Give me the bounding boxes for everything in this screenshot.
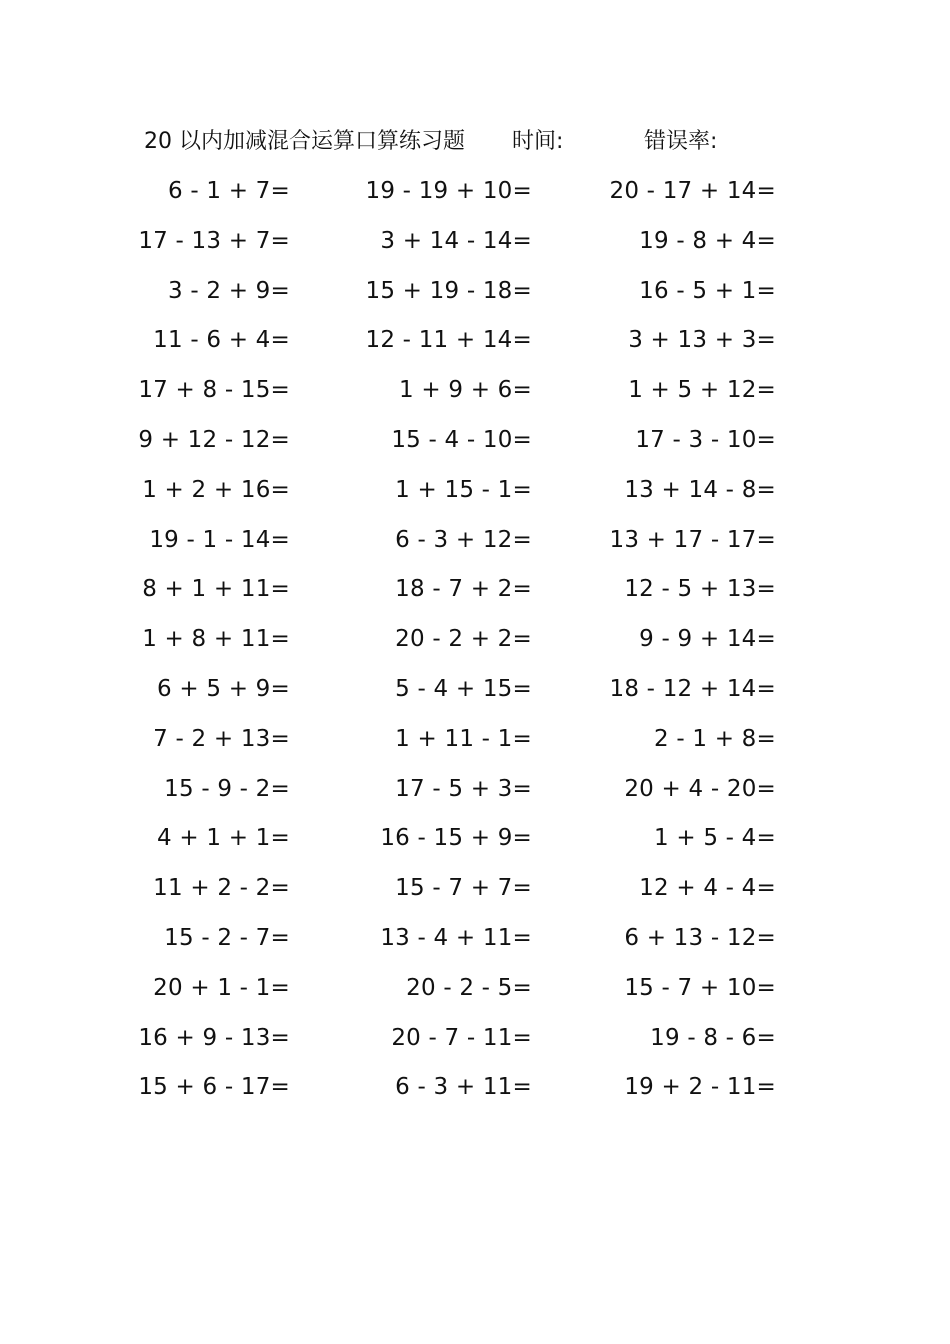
math-problem: 13 + 14 - 8= [624,476,776,503]
math-problem: 16 - 5 + 1= [639,277,776,304]
math-problem: 6 + 5 + 9= [157,675,290,702]
math-problem: 1 + 11 - 1= [395,725,532,752]
math-problem: 16 + 9 - 13= [138,1024,290,1051]
problem-row [0,317,950,367]
math-problem: 17 - 5 + 3= [395,775,532,802]
math-problem: 6 - 1 + 7= [168,178,290,204]
math-problem: 7 - 2 + 13= [153,725,290,752]
math-problem: 20 + 4 - 20= [624,775,776,802]
problem-row [0,766,950,816]
math-problem: 6 - 3 + 11= [395,1074,532,1101]
math-problem: 15 + 6 - 17= [138,1074,290,1101]
problem-row [0,915,950,965]
problem-row [0,417,950,467]
math-problem: 1 + 9 + 6= [399,377,532,404]
math-problem: 9 + 12 - 12= [138,426,290,453]
problem-row [0,268,950,318]
math-problem: 1 + 5 + 12= [628,377,776,404]
math-problem: 9 - 9 + 14= [639,626,776,653]
math-problem: 15 - 7 + 7= [395,875,532,902]
problem-row [0,1015,950,1065]
problem-row [0,168,950,218]
math-problem: 16 - 15 + 9= [380,825,532,852]
math-problem: 20 - 17 + 14= [609,178,776,204]
problem-grid [0,168,950,1114]
math-problem: 12 - 11 + 14= [365,327,532,354]
math-problem: 20 - 2 - 5= [406,974,532,1001]
math-problem: 19 - 19 + 10= [365,178,532,204]
math-problem: 15 - 2 - 7= [164,924,290,951]
math-problem: 3 - 2 + 9= [168,277,290,304]
problem-row [0,218,950,268]
math-problem: 1 + 15 - 1= [395,476,532,503]
math-problem: 19 + 2 - 11= [624,1074,776,1101]
math-problem: 15 - 7 + 10= [624,974,776,1001]
problem-row [0,865,950,915]
math-problem: 6 - 3 + 12= [395,526,532,553]
math-problem: 11 + 2 - 2= [153,875,290,902]
math-problem: 13 - 4 + 11= [380,924,532,951]
math-problem: 19 - 8 - 6= [650,1024,776,1051]
math-problem: 18 - 7 + 2= [395,576,532,603]
math-problem: 1 + 8 + 11= [142,626,290,653]
math-problem: 11 - 6 + 4= [153,327,290,354]
page-title: 20 以内加减混合运算口算练习题 [144,129,465,154]
math-problem: 8 + 1 + 11= [142,576,290,603]
problem-row [0,367,950,417]
math-problem: 1 + 2 + 16= [142,476,290,503]
error-rate-label: 错误率: [644,129,718,154]
math-problem: 17 + 8 - 15= [138,377,290,404]
problem-row [0,517,950,567]
math-problem: 15 - 9 - 2= [164,775,290,802]
math-problem: 4 + 1 + 1= [157,825,290,852]
math-problem: 20 + 1 - 1= [153,974,290,1001]
problem-row [0,815,950,865]
math-problem: 3 + 13 + 3= [628,327,776,354]
math-problem: 20 - 7 - 11= [391,1024,532,1051]
problem-row [0,616,950,666]
math-problem: 19 - 1 - 14= [149,526,290,553]
problem-row [0,1064,950,1114]
math-problem: 12 - 5 + 13= [624,576,776,603]
problem-row [0,566,950,616]
math-problem: 13 + 17 - 17= [609,526,776,553]
math-problem: 17 - 13 + 7= [138,227,290,254]
math-problem: 18 - 12 + 14= [609,675,776,702]
math-problem: 5 - 4 + 15= [395,675,532,702]
math-problem: 6 + 13 - 12= [624,924,776,951]
math-problem: 15 - 4 - 10= [391,426,532,453]
math-problem: 19 - 8 + 4= [639,227,776,254]
math-problem: 20 - 2 + 2= [395,626,532,653]
math-problem: 17 - 3 - 10= [635,426,776,453]
problem-row [0,666,950,716]
math-problem: 1 + 5 - 4= [654,825,776,852]
math-problem: 3 + 14 - 14= [380,227,532,254]
problem-row [0,467,950,517]
math-problem: 12 + 4 - 4= [639,875,776,902]
problem-row [0,716,950,766]
math-problem: 2 - 1 + 8= [654,725,776,752]
math-problem: 15 + 19 - 18= [365,277,532,304]
time-label: 时间: [512,129,564,154]
worksheet-header [0,124,950,160]
problem-row [0,965,950,1015]
